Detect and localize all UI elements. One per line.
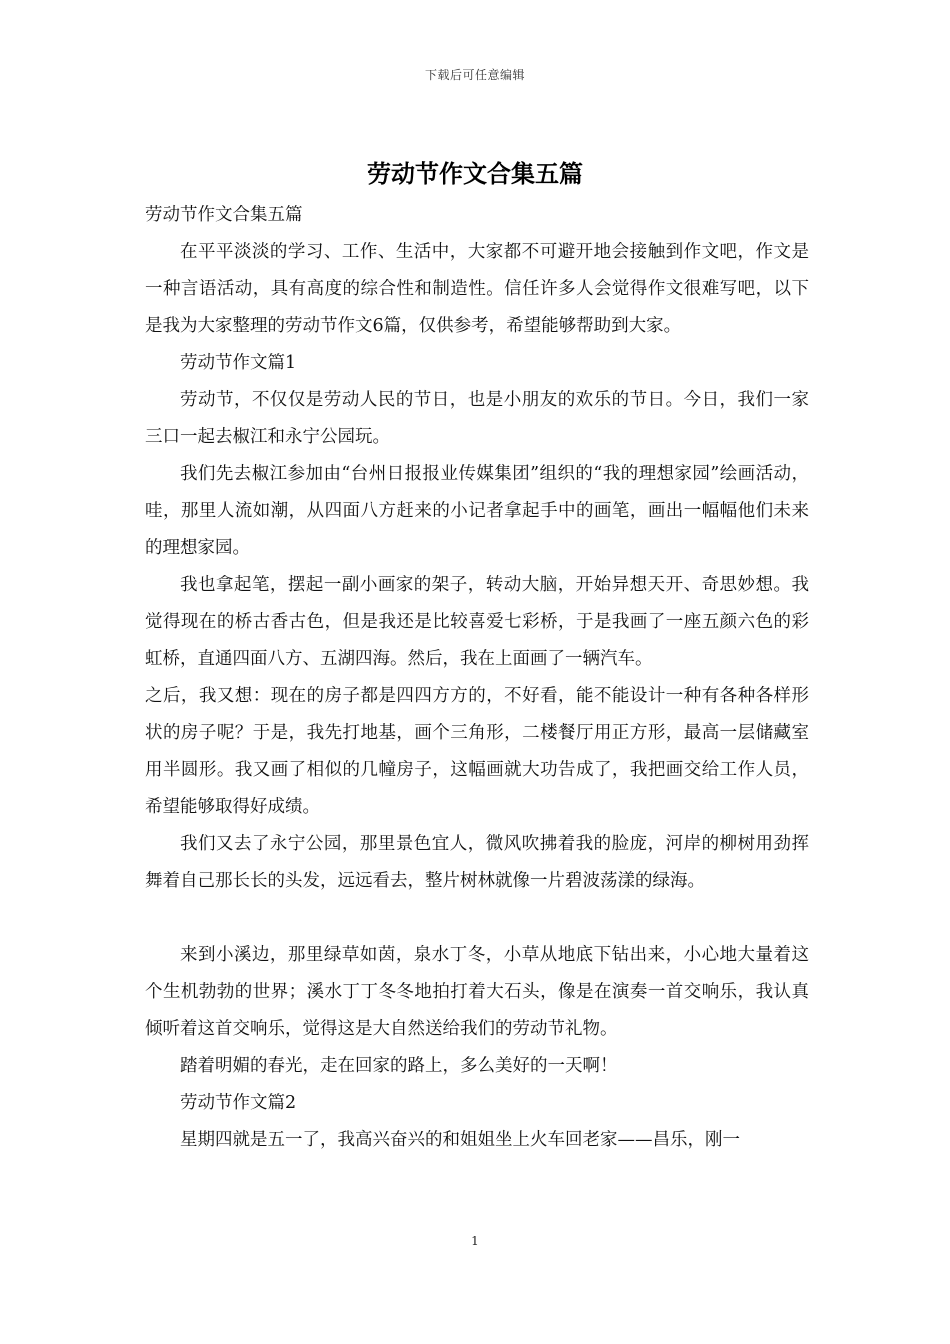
paragraph: 之后，我又想：现在的房子都是四四方方的，不好看，能不能设计一种有各种各样形状的房子呢？于是，我先打地基，画个三角形，二楼餐厅用正方形，最高一层储藏室用半圆形。我又画了相似的几幢房子，这幅画就大功告成了，我把画交给工作人员，希望能够取得好成绩。: [145, 686, 809, 817]
section-heading-1: 劳动节作文篇1: [180, 353, 297, 373]
header-note: 下载后可任意编辑: [424, 68, 525, 82]
paragraph: 我们又去了永宁公园，那里景色宜人，微风吹拂着我的脸庞，河岸的柳树用劲挥舞着自己那长长的头发，远远看去，整片树林就像一片碧波荡漾的绿海。: [145, 834, 809, 891]
paragraph: 星期四就是五一了，我高兴奋兴的和姐姐坐上火车回老家——昌乐，刚一: [180, 1130, 740, 1150]
document-subtitle: 劳动节作文合集五篇: [145, 205, 303, 225]
page-number: 1: [471, 1234, 479, 1248]
document-body: [145, 197, 809, 1159]
document-title: 劳动节作文合集五篇: [367, 159, 583, 188]
paragraph: 来到小溪边，那里绿草如茵，泉水丁冬，小草从地底下钻出来，小心地大量着这个生机勃勃的世界；溪水丁丁冬冬地拍打着大石头，像是在演奏一首交响乐，我认真倾听着这首交响乐，觉得这是大自然送给我们的劳动节礼物。: [145, 945, 809, 1039]
paragraph-gap: [145, 900, 809, 937]
paragraph: 踏着明媚的春光，走在回家的路上，多么美好的一天啊！: [180, 1056, 618, 1076]
paragraph: 我也拿起笔，摆起一副小画家的架子，转动大脑，开始异想天开、奇思妙想。我觉得现在的桥古香古色，但是我还是比较喜爱七彩桥，于是我画了一座五颜六色的彩虹桥，直通四面八方、五湖四海。然后，我在上面画了一辆汽车。: [145, 575, 809, 669]
section-heading-2: 劳动节作文篇2: [180, 1093, 297, 1113]
paragraph-intro: 在平平淡淡的学习、工作、生活中，大家都不可避开地会接触到作文吧，作文是一种言语活动，具有高度的综合性和制造性。信任许多人会觉得作文很难写吧，以下是我为大家整理的劳动节作文6篇，仅供参考，希望能够帮助到大家。: [145, 242, 809, 336]
paragraph: 我们先去椒江参加由“台州日报报业传媒集团”组织的“我的理想家园”绘画活动，哇，那里人流如潮，从四面八方赶来的小记者拿起手中的画笔，画出一幅幅他们未来的理想家园。: [145, 464, 809, 558]
paragraph: 劳动节，不仅仅是劳动人民的节日，也是小朋友的欢乐的节日。今日，我们一家三口一起去椒江和永宁公园玩。: [145, 390, 809, 447]
